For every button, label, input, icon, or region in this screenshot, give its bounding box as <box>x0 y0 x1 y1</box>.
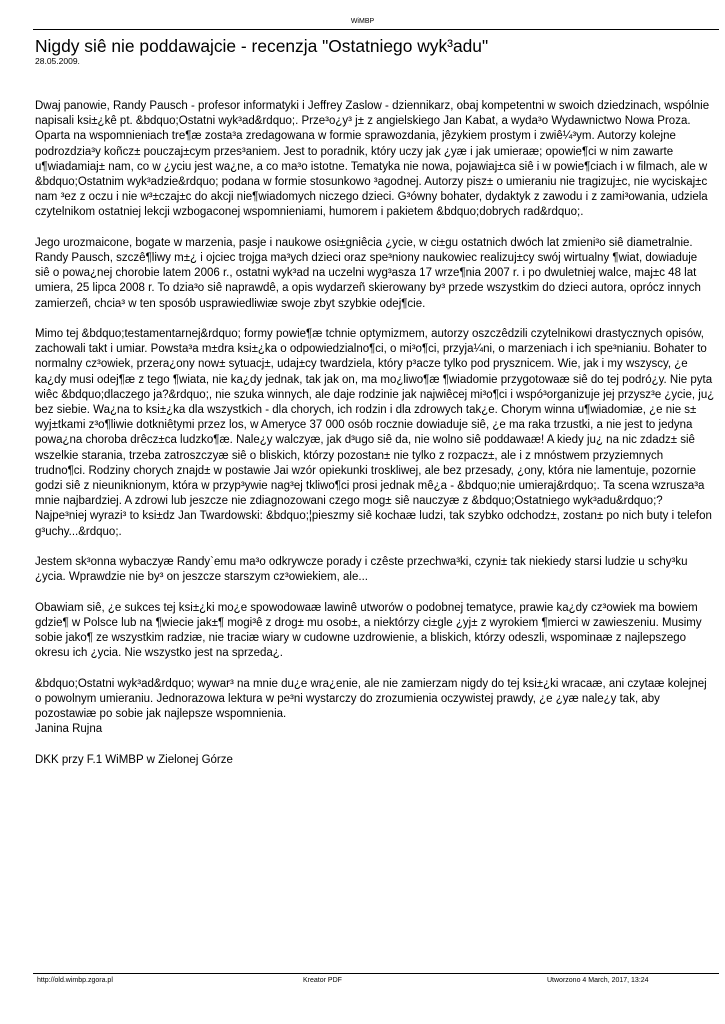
author-affiliation: DKK przy F.1 WiMBP w Zielonej Górze <box>35 753 233 766</box>
paragraph: Mimo tej &bdquo;testamentarnej&rdquo; formy powie¶æ tchnie optymizmem, autorzy oszczêdzili czytelnikowi drastycznych opisów, zachowali takt i umiar. Powsta³a m±dra ksi±¿ka o odpowiedzialno¶ci, o mi³o¶ci, przyja¼ni, o marzeniach i ich spe³nianiu. Bohater to normalny cz³owiek, przera¿ony now± sytuacj±, udaj±cy twardziela, który p³acze tylko pod prysznicem. Wie, jak i my wszyscy, ¿e ka¿dy musi odej¶æ z tego ¶wiata, nie ka¿dy jednak, tak jak on, ma mo¿liwo¶æ ¶wiadomie przygotowaæ siê do tej podró¿y. Nie pyta wiêc &bdquo;dlaczego ja?&rdquo;, nie szuka winnych, ale daje rodzinie jak najwiêcej mi³o¶ci i wspó³organizuje jej przysz³e ¿ycie, ju¿ bez siebie. Wa¿na to ksi±¿ka dla wszystkich - dla chorych, ich rodzin i dla zdrowych tak¿e. Chorym winna u¶wiadomiæ, ¿e nie s± wyj±tkami z³o¶liwie dotkniêtymi przez los, w Ameryce 37 000 osób rocznie dowiaduje siê, ¿e ma raka trzustki, a nie jest to jedyna powa¿na choroba drêcz±ca ludzko¶æ. Nale¿y walczyæ, jak d³ugo siê da, nie wolno siê poddawaæ! A kiedy ju¿ na nic zdadz± siê wszelkie starania, trzeba zatroszczyæ siê o bliskich, którzy pozostan± nie tylko z rozpacz±, ale i z mnóstwem przyziemnych trudno¶ci. Rodziny chorych znajd± w postawie Jai wzór opiekunki troskliwej, ale bez przesady, ¿ony, która nie lamentuje, pozornie godzi siê z nieuniknionym, która w przyp³ywie nag³ej tkliwo¶ci prosi jednak mê¿a - &bdquo;nie umieraj&rdquo;. Ta scena wzrusza³a mnie najbardziej. A zdrowi lub jeszcze nie zdiagnozowani czego mog± siê nauczyæ z &bdquo;Ostatniego wyk³adu&rdquo;? Najpe³niej wyrazi³ to ksi±dz Jan Twardowski: &bdquo;¦pieszmy siê kochaæ ludzi, tak szybko odchodz±, zostan± po nich buty i telefon g³uchy...&rdquo;. <box>35 328 715 538</box>
article-date: 28.05.2009. <box>35 56 80 66</box>
paragraph: Dwaj panowie, Randy Pausch - profesor informatyki i Jeffrey Zaslow - dziennikarz, obaj kompetentni w swoich dziedzinach, wspólnie napisali ksi±¿kê pt. &bdquo;Ostatni wyk³ad&rdquo;. Prze³o¿y³ j± z angielskiego Jan Kabat, a wyda³o Wydawnictwo Nowa Proza. Oparta na wspomnieniach tre¶æ zosta³a zredagowana w formie sprawozdania, jêzykiem prostym i zwiê¼³ym. Autorzy kolejne podrozdzia³y koñcz± pouczaj±cym przes³aniem. Jest to poradnik, który uczy jak ¿yæ i jak umieraæ; opowie¶ci w nim zawarte u¶wiadamiaj± nam, co w ¿yciu jest wa¿ne, a co ma³o istotne. Tematyka nie nowa, pojawiaj±ca siê i w powie¶ciach i w filmach, ale w &bdquo;Ostatnim wyk³adzie&rdquo; podana w formie stosunkowo ³agodnej. Autorzy pisz± o umieraniu nie tragizuj±c, nie wyciskaj±c nam ³ez z oczu i nie w³±czaj±c do akcji nie¶wiadomych niczego dzieci. G³ówny bohater, dydaktyk z zawodu i z zami³owania, udziela czytelnikom ostatniej lekcji wzbogaconej wspomnieniami, humorem i pakietem &bdquo;dobrych rad&rdquo;. <box>35 100 710 219</box>
paragraph: &bdquo;Ostatni wyk³ad&rdquo; wywar³ na mnie du¿e wra¿enie, ale nie zamierzam nigdy do tej ksi±¿ki wracaæ, ani czytaæ kolejnej o powolnym umieraniu. Jednorazowa lektura w pe³ni wystarczy do zrozumienia oczywistej prawdy, ¿e ¿yæ nale¿y tak, aby pozostawiæ po sobie jak najlepsze wspomnienia. <box>35 677 707 721</box>
paragraph: Jestem sk³onna wybaczyæ Randy`emu ma³o odkrywcze porady i czêste przechwa³ki, czyni± tak niekiedy starsi ludzie u schy³ku ¿ycia. Wprawdzie nie by³ on jeszcze starszym cz³owiekiem, ale... <box>35 556 688 584</box>
header-divider <box>33 29 719 30</box>
author-name: Janina Rujna <box>35 723 103 736</box>
footer-created: Utworzono 4 March, 2017, 13:24 <box>547 977 649 984</box>
header-organization: WiMBP <box>350 18 375 25</box>
article-body <box>35 99 715 768</box>
footer-generator: Kreator PDF <box>303 977 342 984</box>
article-title: Nigdy siê nie poddawajcie - recenzja "Ostatniego wyk³adu" <box>35 36 489 56</box>
paragraph: Jego urozmaicone, bogate w marzenia, pasje i naukowe osi±gniêcia ¿ycie, w ci±gu ostatnich dwóch lat zmieni³o siê diametralnie. Randy Pausch, szczê¶liwy m±¿ i ojciec trojga ma³ych dzieci oraz spe³niony naukowiec realizuj±cy swój wirtualny ¶wiat, dowiaduje siê o powa¿nej chorobie latem 2006 r., ostatni wyk³ad na uczelni wyg³asza 17 wrze¶nia 2007 r. i po dwuletniej walce, maj±c 48 lat umiera, 25 lipca 2008 r. To dzia³o siê naprawdê, a opis wydarzeñ skierowany by³ przede wszystkim do dzieci autora, oprócz innych zamierzeñ, chcia³ w ten sposób usprawiedliwiæ swoje zbyt szybkie odej¶cie. <box>35 236 701 310</box>
footer-divider <box>33 973 719 974</box>
paragraph: Obawiam siê, ¿e sukces tej ksi±¿ki mo¿e spowodowaæ lawinê utworów o podobnej tematyce, prawie ka¿dy cz³owiek ma bowiem gdzie¶ w Polsce lub na ¶wiecie jak±¶ mogi³ê z drog± mu osob±, a niektórzy ci±gle ¿yj± z wyrokiem ¶mierci w zawieszeniu. Musimy sobie jako¶ ze wszystkim radziæ, nie traciæ wiary w cudowne uzdrowienie, a bliskich, którzy odeszli, wspominaæ z najlepszego okresu ich ¿ycia. Nie wszystko jest na sprzeda¿. <box>35 601 702 660</box>
footer-url: http://old.wimbp.zgora.pl <box>37 977 113 984</box>
